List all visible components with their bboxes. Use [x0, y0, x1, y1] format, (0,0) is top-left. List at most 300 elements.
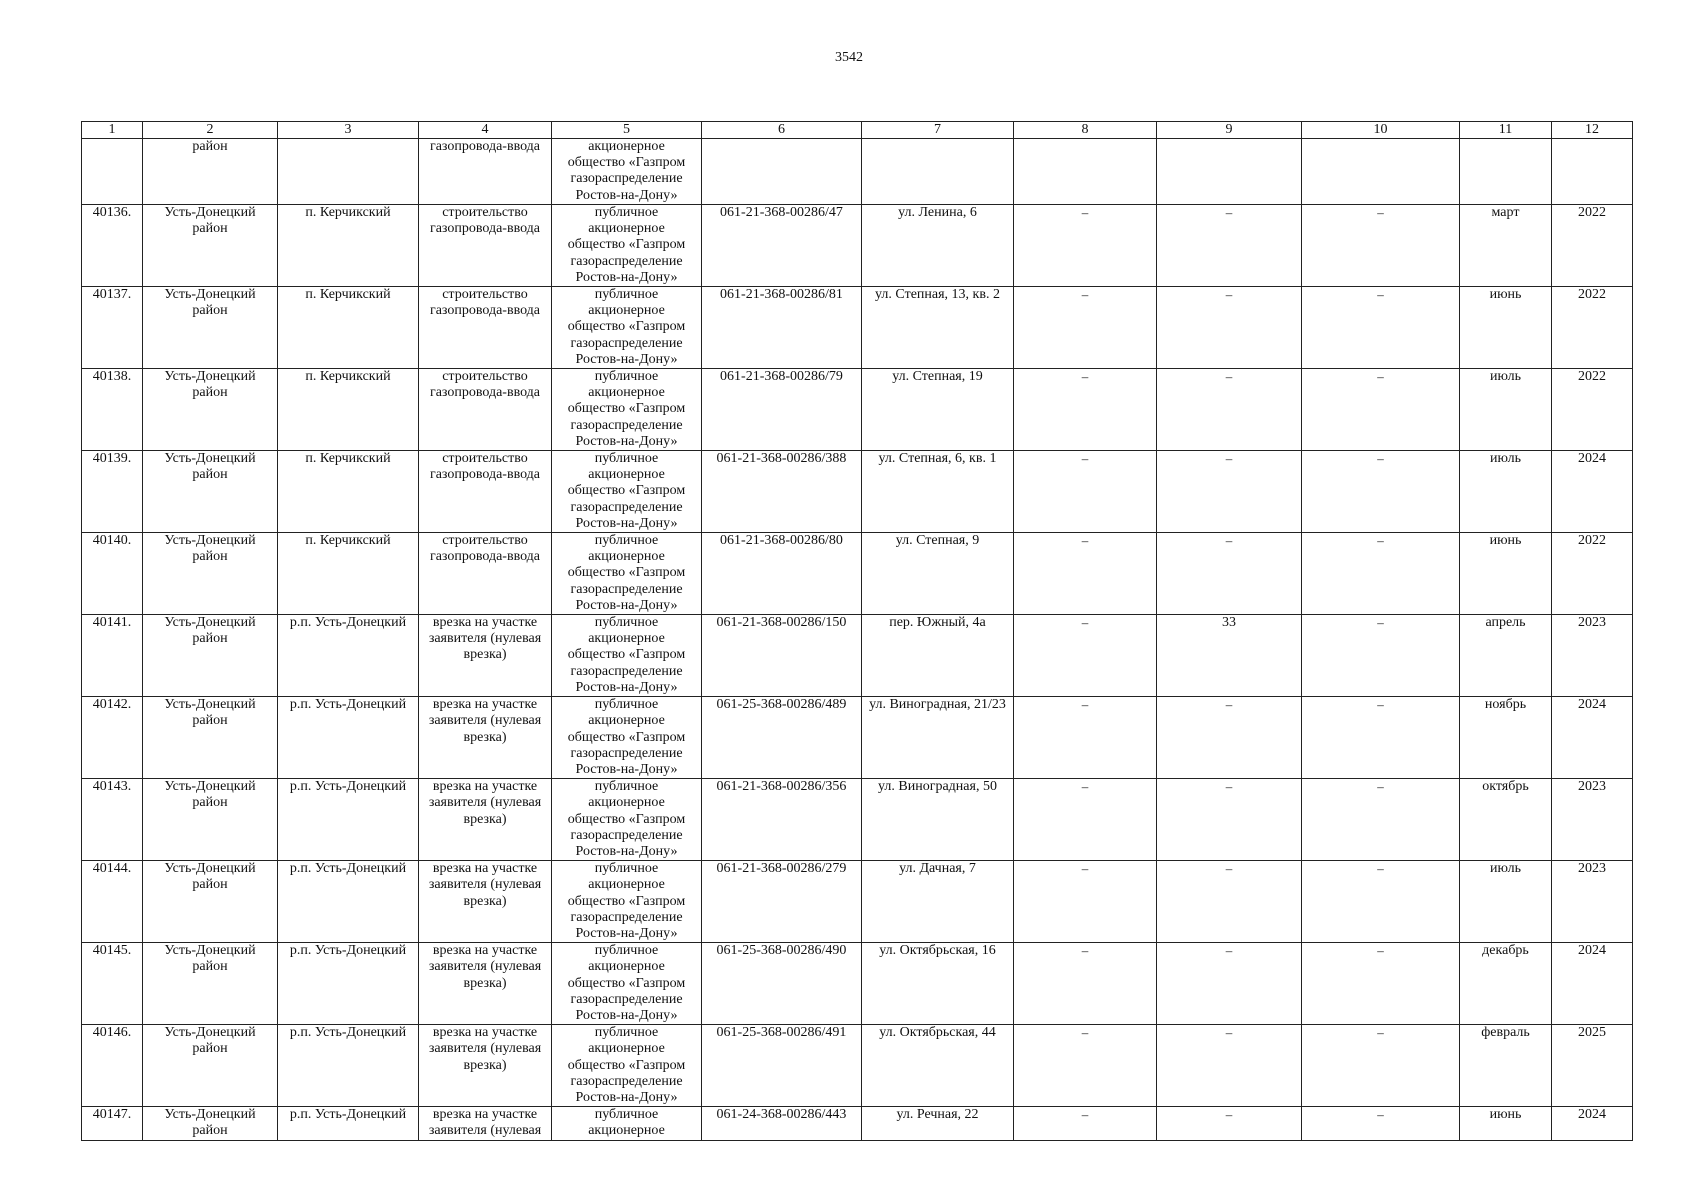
locality-cell: р.п. Усть-Донецкий	[278, 1107, 419, 1140]
registration-code-cell	[702, 139, 862, 205]
organization-cell-line: акционерное	[588, 795, 665, 811]
year-cell: 2024	[1552, 943, 1633, 1025]
organization-cell-line: акционерное	[588, 221, 665, 237]
organization-cell-line: общество «Газпром	[567, 483, 686, 499]
month-cell: июнь	[1460, 533, 1552, 615]
column-9-cell: –	[1157, 779, 1302, 861]
district-cell-line: район	[192, 959, 228, 975]
year-cell: 2023	[1552, 861, 1633, 943]
work-type-cell-line: газопровода-ввода	[429, 221, 541, 237]
column-8-cell: –	[1014, 779, 1157, 861]
column-10-cell: –	[1302, 779, 1460, 861]
district-cell-line: район	[192, 303, 228, 319]
work-type-cell-line: газопровода-ввода	[429, 385, 541, 401]
organization-cell-line: газораспределение	[570, 909, 683, 925]
organization-cell-line: публичное	[594, 697, 659, 713]
organization-cell-line: газораспределение	[570, 1073, 683, 1089]
row-number-cell: 40145.	[82, 943, 143, 1025]
organization-cell-line: общество «Газпром	[567, 237, 686, 253]
organization-cell-line: публичное	[594, 943, 659, 959]
organization-cell-line: Ростов-на-Дону»	[575, 597, 678, 613]
district-cell-line: район	[192, 385, 228, 401]
district-cell-line: Усть-Донецкий	[164, 615, 256, 631]
organization-cell-line: общество «Газпром	[567, 647, 686, 663]
year-cell: 2023	[1552, 779, 1633, 861]
column-8-cell: –	[1014, 287, 1157, 369]
column-9-cell: –	[1157, 861, 1302, 943]
month-cell: октябрь	[1460, 779, 1552, 861]
work-type-cell-line: врезка)	[463, 975, 507, 991]
organization-cell-line: акционерное	[588, 303, 665, 319]
gas-connection-table	[81, 121, 1633, 1141]
column-8-cell: –	[1014, 861, 1157, 943]
district-cell-line: район	[192, 549, 228, 565]
organization-cell-line: общество «Газпром	[567, 565, 686, 581]
organization-cell-line: Ростов-на-Дону»	[575, 187, 678, 203]
column-9-cell: 33	[1157, 615, 1302, 697]
registration-code-cell: 061-21-368-00286/47	[702, 205, 862, 287]
address-cell: ул. Октябрьская, 16	[862, 943, 1014, 1025]
column-10-cell: –	[1302, 1025, 1460, 1107]
address-cell	[862, 139, 1014, 205]
district-cell-line: район	[192, 467, 228, 483]
registration-code-cell: 061-25-368-00286/489	[702, 697, 862, 779]
month-cell: апрель	[1460, 615, 1552, 697]
organization-cell-line: общество «Газпром	[567, 401, 686, 417]
row-number-cell: 40137.	[82, 287, 143, 369]
organization-cell-line: публичное	[594, 533, 659, 549]
organization-cell-line: акционерное	[588, 139, 665, 154]
row-number-cell: 40142.	[82, 697, 143, 779]
district-cell-line: район	[192, 877, 228, 893]
month-cell: июль	[1460, 369, 1552, 451]
column-number-6: 6	[702, 122, 862, 139]
month-cell: ноябрь	[1460, 697, 1552, 779]
work-type-cell-line: заявителя (нулевая	[428, 631, 542, 647]
table-body	[82, 139, 1633, 1141]
work-type-cell-line: газопровода-ввода	[429, 549, 541, 565]
organization-cell-line: Ростов-на-Дону»	[575, 515, 678, 531]
column-number-3: 3	[278, 122, 419, 139]
table-row	[82, 943, 1633, 1025]
district-cell	[143, 1107, 278, 1140]
organization-cell-line: общество «Газпром	[567, 975, 686, 991]
row-number-cell: 40136.	[82, 205, 143, 287]
column-number-7: 7	[862, 122, 1014, 139]
work-type-cell-line: заявителя (нулевая	[428, 795, 542, 811]
organization-cell-line: газораспределение	[570, 335, 683, 351]
table-row	[82, 697, 1633, 779]
column-9-cell: –	[1157, 533, 1302, 615]
address-cell: ул. Степная, 13, кв. 2	[862, 287, 1014, 369]
registration-code-cell: 061-25-368-00286/490	[702, 943, 862, 1025]
row-number-cell: 40141.	[82, 615, 143, 697]
row-number-cell: 40144.	[82, 861, 143, 943]
district-cell-line: район	[192, 1041, 228, 1057]
table-row	[82, 615, 1633, 697]
work-type-cell	[419, 1107, 552, 1140]
address-cell: ул. Дачная, 7	[862, 861, 1014, 943]
column-9-cell	[1157, 139, 1302, 205]
row-number-cell	[82, 139, 143, 205]
month-cell: июль	[1460, 861, 1552, 943]
district-cell-line: Усть-Донецкий	[164, 369, 256, 385]
locality-cell: п. Керчикский	[278, 533, 419, 615]
work-type-cell	[419, 861, 552, 943]
work-type-cell	[419, 369, 552, 451]
table-row	[82, 369, 1633, 451]
year-cell: 2025	[1552, 1025, 1633, 1107]
column-9-cell: –	[1157, 205, 1302, 287]
organization-cell-line: акционерное	[588, 467, 665, 483]
column-9-cell: –	[1157, 1025, 1302, 1107]
work-type-cell-line: строительство	[442, 451, 528, 467]
organization-cell	[552, 205, 702, 287]
organization-cell-line: Ростов-на-Дону»	[575, 761, 678, 777]
organization-cell-line: общество «Газпром	[567, 811, 686, 827]
column-number-4: 4	[419, 122, 552, 139]
work-type-cell-line: врезка)	[463, 893, 507, 909]
organization-cell-line: Ростов-на-Дону»	[575, 433, 678, 449]
table-row	[82, 287, 1633, 369]
district-cell-line: район	[192, 795, 228, 811]
work-type-cell	[419, 533, 552, 615]
column-9-cell: –	[1157, 943, 1302, 1025]
year-cell: 2024	[1552, 451, 1633, 533]
registration-code-cell: 061-21-368-00286/356	[702, 779, 862, 861]
month-cell: февраль	[1460, 1025, 1552, 1107]
table-row	[82, 451, 1633, 533]
organization-cell-line: газораспределение	[570, 499, 683, 515]
district-cell-line: Усть-Донецкий	[164, 779, 256, 795]
table-row	[82, 861, 1633, 943]
column-8-cell: –	[1014, 1107, 1157, 1140]
organization-cell-line: Ростов-на-Дону»	[575, 1089, 678, 1105]
work-type-cell-line: врезка)	[463, 1057, 507, 1073]
locality-cell: р.п. Усть-Донецкий	[278, 779, 419, 861]
column-10-cell: –	[1302, 861, 1460, 943]
organization-cell-line: Ростов-на-Дону»	[575, 351, 678, 367]
district-cell-line: Усть-Донецкий	[164, 943, 256, 959]
work-type-cell-line: заявителя (нулевая	[428, 877, 542, 893]
organization-cell-line: публичное	[594, 1107, 659, 1123]
table-row	[82, 205, 1633, 287]
column-8-cell: –	[1014, 943, 1157, 1025]
address-cell: ул. Степная, 6, кв. 1	[862, 451, 1014, 533]
row-number-cell: 40147.	[82, 1107, 143, 1140]
organization-cell-line: общество «Газпром	[567, 893, 686, 909]
column-9-cell: –	[1157, 287, 1302, 369]
district-cell	[143, 779, 278, 861]
year-cell	[1552, 139, 1633, 205]
district-cell	[143, 205, 278, 287]
work-type-cell-line: строительство	[442, 287, 528, 303]
column-10-cell: –	[1302, 451, 1460, 533]
column-8-cell: –	[1014, 533, 1157, 615]
work-type-cell-line: врезка на участке	[432, 861, 538, 877]
district-cell	[143, 533, 278, 615]
organization-cell-line: публичное	[594, 369, 659, 385]
column-8-cell: –	[1014, 615, 1157, 697]
column-9-cell: –	[1157, 697, 1302, 779]
district-cell	[143, 943, 278, 1025]
organization-cell-line: газораспределение	[570, 745, 683, 761]
registration-code-cell: 061-21-368-00286/150	[702, 615, 862, 697]
organization-cell-line: общество «Газпром	[567, 319, 686, 335]
work-type-cell-line: заявителя (нулевая	[428, 1123, 542, 1139]
district-cell	[143, 697, 278, 779]
organization-cell-line: Ростов-на-Дону»	[575, 269, 678, 285]
column-10-cell: –	[1302, 369, 1460, 451]
district-cell-line: Усть-Донецкий	[164, 697, 256, 713]
year-cell: 2024	[1552, 697, 1633, 779]
district-cell	[143, 451, 278, 533]
work-type-cell	[419, 779, 552, 861]
district-cell-line: Усть-Донецкий	[164, 1107, 256, 1123]
organization-cell	[552, 451, 702, 533]
work-type-cell-line: газопровода-ввода	[429, 139, 541, 154]
table-row	[82, 139, 1633, 205]
address-cell: ул. Степная, 9	[862, 533, 1014, 615]
table-row	[82, 1107, 1633, 1140]
column-8-cell	[1014, 139, 1157, 205]
organization-cell-line: публичное	[594, 861, 659, 877]
work-type-cell-line: строительство	[442, 533, 528, 549]
organization-cell	[552, 139, 702, 205]
organization-cell	[552, 861, 702, 943]
organization-cell-line: Ростов-на-Дону»	[575, 1007, 678, 1023]
organization-cell-line: газораспределение	[570, 171, 683, 187]
organization-cell-line: публичное	[594, 287, 659, 303]
work-type-cell	[419, 615, 552, 697]
organization-cell-line: акционерное	[588, 1041, 665, 1057]
work-type-cell-line: врезка)	[463, 647, 507, 663]
locality-cell: р.п. Усть-Донецкий	[278, 615, 419, 697]
locality-cell: р.п. Усть-Донецкий	[278, 861, 419, 943]
organization-cell-line: публичное	[594, 615, 659, 631]
work-type-cell	[419, 1025, 552, 1107]
organization-cell-line: общество «Газпром	[567, 155, 686, 171]
organization-cell-line: газораспределение	[570, 663, 683, 679]
month-cell	[1460, 139, 1552, 205]
organization-cell	[552, 779, 702, 861]
organization-cell	[552, 287, 702, 369]
work-type-cell-line: заявителя (нулевая	[428, 959, 542, 975]
locality-cell: п. Керчикский	[278, 451, 419, 533]
organization-cell-line: акционерное	[588, 713, 665, 729]
column-10-cell: –	[1302, 533, 1460, 615]
column-number-2: 2	[143, 122, 278, 139]
locality-cell: р.п. Усть-Донецкий	[278, 1025, 419, 1107]
work-type-cell-line: газопровода-ввода	[429, 303, 541, 319]
organization-cell-line: газораспределение	[570, 827, 683, 843]
address-cell: пер. Южный, 4а	[862, 615, 1014, 697]
registration-code-cell: 061-24-368-00286/443	[702, 1107, 862, 1140]
work-type-cell	[419, 697, 552, 779]
address-cell: ул. Виноградная, 50	[862, 779, 1014, 861]
column-9-cell: –	[1157, 1107, 1302, 1140]
locality-cell: п. Керчикский	[278, 287, 419, 369]
column-8-cell: –	[1014, 369, 1157, 451]
work-type-cell-line: врезка на участке	[432, 1025, 538, 1041]
work-type-cell	[419, 943, 552, 1025]
work-type-cell	[419, 451, 552, 533]
work-type-cell-line: строительство	[442, 205, 528, 220]
organization-cell-line: газораспределение	[570, 417, 683, 433]
column-8-cell: –	[1014, 451, 1157, 533]
district-cell	[143, 615, 278, 697]
registration-code-cell: 061-21-368-00286/80	[702, 533, 862, 615]
column-10-cell: –	[1302, 287, 1460, 369]
district-cell-line: Усть-Донецкий	[164, 287, 256, 303]
registration-code-cell: 061-21-368-00286/388	[702, 451, 862, 533]
row-number-cell: 40140.	[82, 533, 143, 615]
column-number-1: 1	[82, 122, 143, 139]
locality-cell: п. Керчикский	[278, 369, 419, 451]
column-number-11: 11	[1460, 122, 1552, 139]
locality-cell: р.п. Усть-Донецкий	[278, 943, 419, 1025]
organization-cell-line: публичное	[594, 205, 659, 220]
organization-cell	[552, 615, 702, 697]
address-cell: ул. Ленина, 6	[862, 205, 1014, 287]
column-10-cell: –	[1302, 1107, 1460, 1140]
organization-cell-line: публичное	[594, 451, 659, 467]
year-cell: 2022	[1552, 369, 1633, 451]
organization-cell-line: акционерное	[588, 631, 665, 647]
organization-cell-line: газораспределение	[570, 991, 683, 1007]
organization-cell	[552, 1107, 702, 1140]
locality-cell: п. Керчикский	[278, 205, 419, 287]
month-cell: март	[1460, 205, 1552, 287]
page-number: 3542	[835, 50, 863, 65]
district-cell-line: Усть-Донецкий	[164, 205, 256, 220]
row-number-cell: 40143.	[82, 779, 143, 861]
year-cell: 2022	[1552, 287, 1633, 369]
district-cell-line: Усть-Донецкий	[164, 451, 256, 467]
work-type-cell-line: врезка)	[463, 811, 507, 827]
work-type-cell-line: врезка на участке	[432, 697, 538, 713]
month-cell: июль	[1460, 451, 1552, 533]
column-9-cell: –	[1157, 451, 1302, 533]
column-8-cell: –	[1014, 1025, 1157, 1107]
work-type-cell-line: газопровода-ввода	[429, 467, 541, 483]
organization-cell-line: Ростов-на-Дону»	[575, 925, 678, 941]
organization-cell-line: акционерное	[588, 877, 665, 893]
organization-cell-line: публичное	[594, 779, 659, 795]
row-number-cell: 40139.	[82, 451, 143, 533]
work-type-cell-line: заявителя (нулевая	[428, 713, 542, 729]
district-cell-line: Усть-Донецкий	[164, 861, 256, 877]
header-row	[82, 122, 1633, 139]
registration-code-cell: 061-21-368-00286/279	[702, 861, 862, 943]
column-9-cell: –	[1157, 369, 1302, 451]
organization-cell-line: акционерное	[588, 385, 665, 401]
table-header	[82, 122, 1633, 139]
column-10-cell: –	[1302, 943, 1460, 1025]
organization-cell	[552, 369, 702, 451]
locality-cell: р.п. Усть-Донецкий	[278, 697, 419, 779]
year-cell: 2022	[1552, 205, 1633, 287]
organization-cell	[552, 1025, 702, 1107]
year-cell: 2023	[1552, 615, 1633, 697]
district-cell-line: район	[192, 631, 228, 647]
column-8-cell: –	[1014, 205, 1157, 287]
district-cell-line: район	[192, 221, 228, 237]
address-cell: ул. Виноградная, 21/23	[862, 697, 1014, 779]
row-number-cell: 40146.	[82, 1025, 143, 1107]
district-cell	[143, 369, 278, 451]
work-type-cell-line: врезка на участке	[432, 779, 538, 795]
organization-cell-line: акционерное	[588, 549, 665, 565]
organization-cell	[552, 533, 702, 615]
column-10-cell	[1302, 139, 1460, 205]
row-number-cell: 40138.	[82, 369, 143, 451]
registration-code-cell: 061-25-368-00286/491	[702, 1025, 862, 1107]
year-cell: 2022	[1552, 533, 1633, 615]
work-type-cell	[419, 139, 552, 205]
table-row	[82, 533, 1633, 615]
work-type-cell	[419, 287, 552, 369]
column-number-12: 12	[1552, 122, 1633, 139]
district-cell-line: район	[192, 139, 228, 154]
address-cell: ул. Речная, 22	[862, 1107, 1014, 1140]
month-cell: июнь	[1460, 1107, 1552, 1140]
organization-cell-line: газораспределение	[570, 581, 683, 597]
organization-cell	[552, 943, 702, 1025]
address-cell: ул. Степная, 19	[862, 369, 1014, 451]
table-row	[82, 1025, 1633, 1107]
column-10-cell: –	[1302, 205, 1460, 287]
registration-code-cell: 061-21-368-00286/81	[702, 287, 862, 369]
work-type-cell-line: врезка на участке	[432, 943, 538, 959]
registration-code-cell: 061-21-368-00286/79	[702, 369, 862, 451]
year-cell: 2024	[1552, 1107, 1633, 1140]
district-cell-line: район	[192, 713, 228, 729]
organization-cell	[552, 697, 702, 779]
locality-cell	[278, 139, 419, 205]
work-type-cell-line: заявителя (нулевая	[428, 1041, 542, 1057]
work-type-cell-line: врезка)	[463, 729, 507, 745]
district-cell	[143, 1025, 278, 1107]
work-type-cell-line: врезка на участке	[432, 615, 538, 631]
column-number-10: 10	[1302, 122, 1460, 139]
column-number-9: 9	[1157, 122, 1302, 139]
organization-cell-line: акционерное	[588, 1123, 665, 1139]
district-cell-line: район	[192, 1123, 228, 1139]
organization-cell-line: акционерное	[588, 959, 665, 975]
organization-cell-line: Ростов-на-Дону»	[575, 679, 678, 695]
column-10-cell: –	[1302, 615, 1460, 697]
organization-cell-line: Ростов-на-Дону»	[575, 843, 678, 859]
organization-cell-line: общество «Газпром	[567, 1057, 686, 1073]
district-cell-line: Усть-Донецкий	[164, 1025, 256, 1041]
organization-cell-line: публичное	[594, 1025, 659, 1041]
district-cell-line: Усть-Донецкий	[164, 533, 256, 549]
district-cell	[143, 287, 278, 369]
month-cell: декабрь	[1460, 943, 1552, 1025]
work-type-cell-line: врезка на участке	[432, 1107, 538, 1123]
month-cell: июнь	[1460, 287, 1552, 369]
work-type-cell-line: строительство	[442, 369, 528, 385]
column-number-5: 5	[552, 122, 702, 139]
column-number-8: 8	[1014, 122, 1157, 139]
district-cell	[143, 139, 278, 205]
organization-cell-line: газораспределение	[570, 253, 683, 269]
column-8-cell: –	[1014, 697, 1157, 779]
work-type-cell	[419, 205, 552, 287]
organization-cell-line: общество «Газпром	[567, 729, 686, 745]
district-cell	[143, 861, 278, 943]
